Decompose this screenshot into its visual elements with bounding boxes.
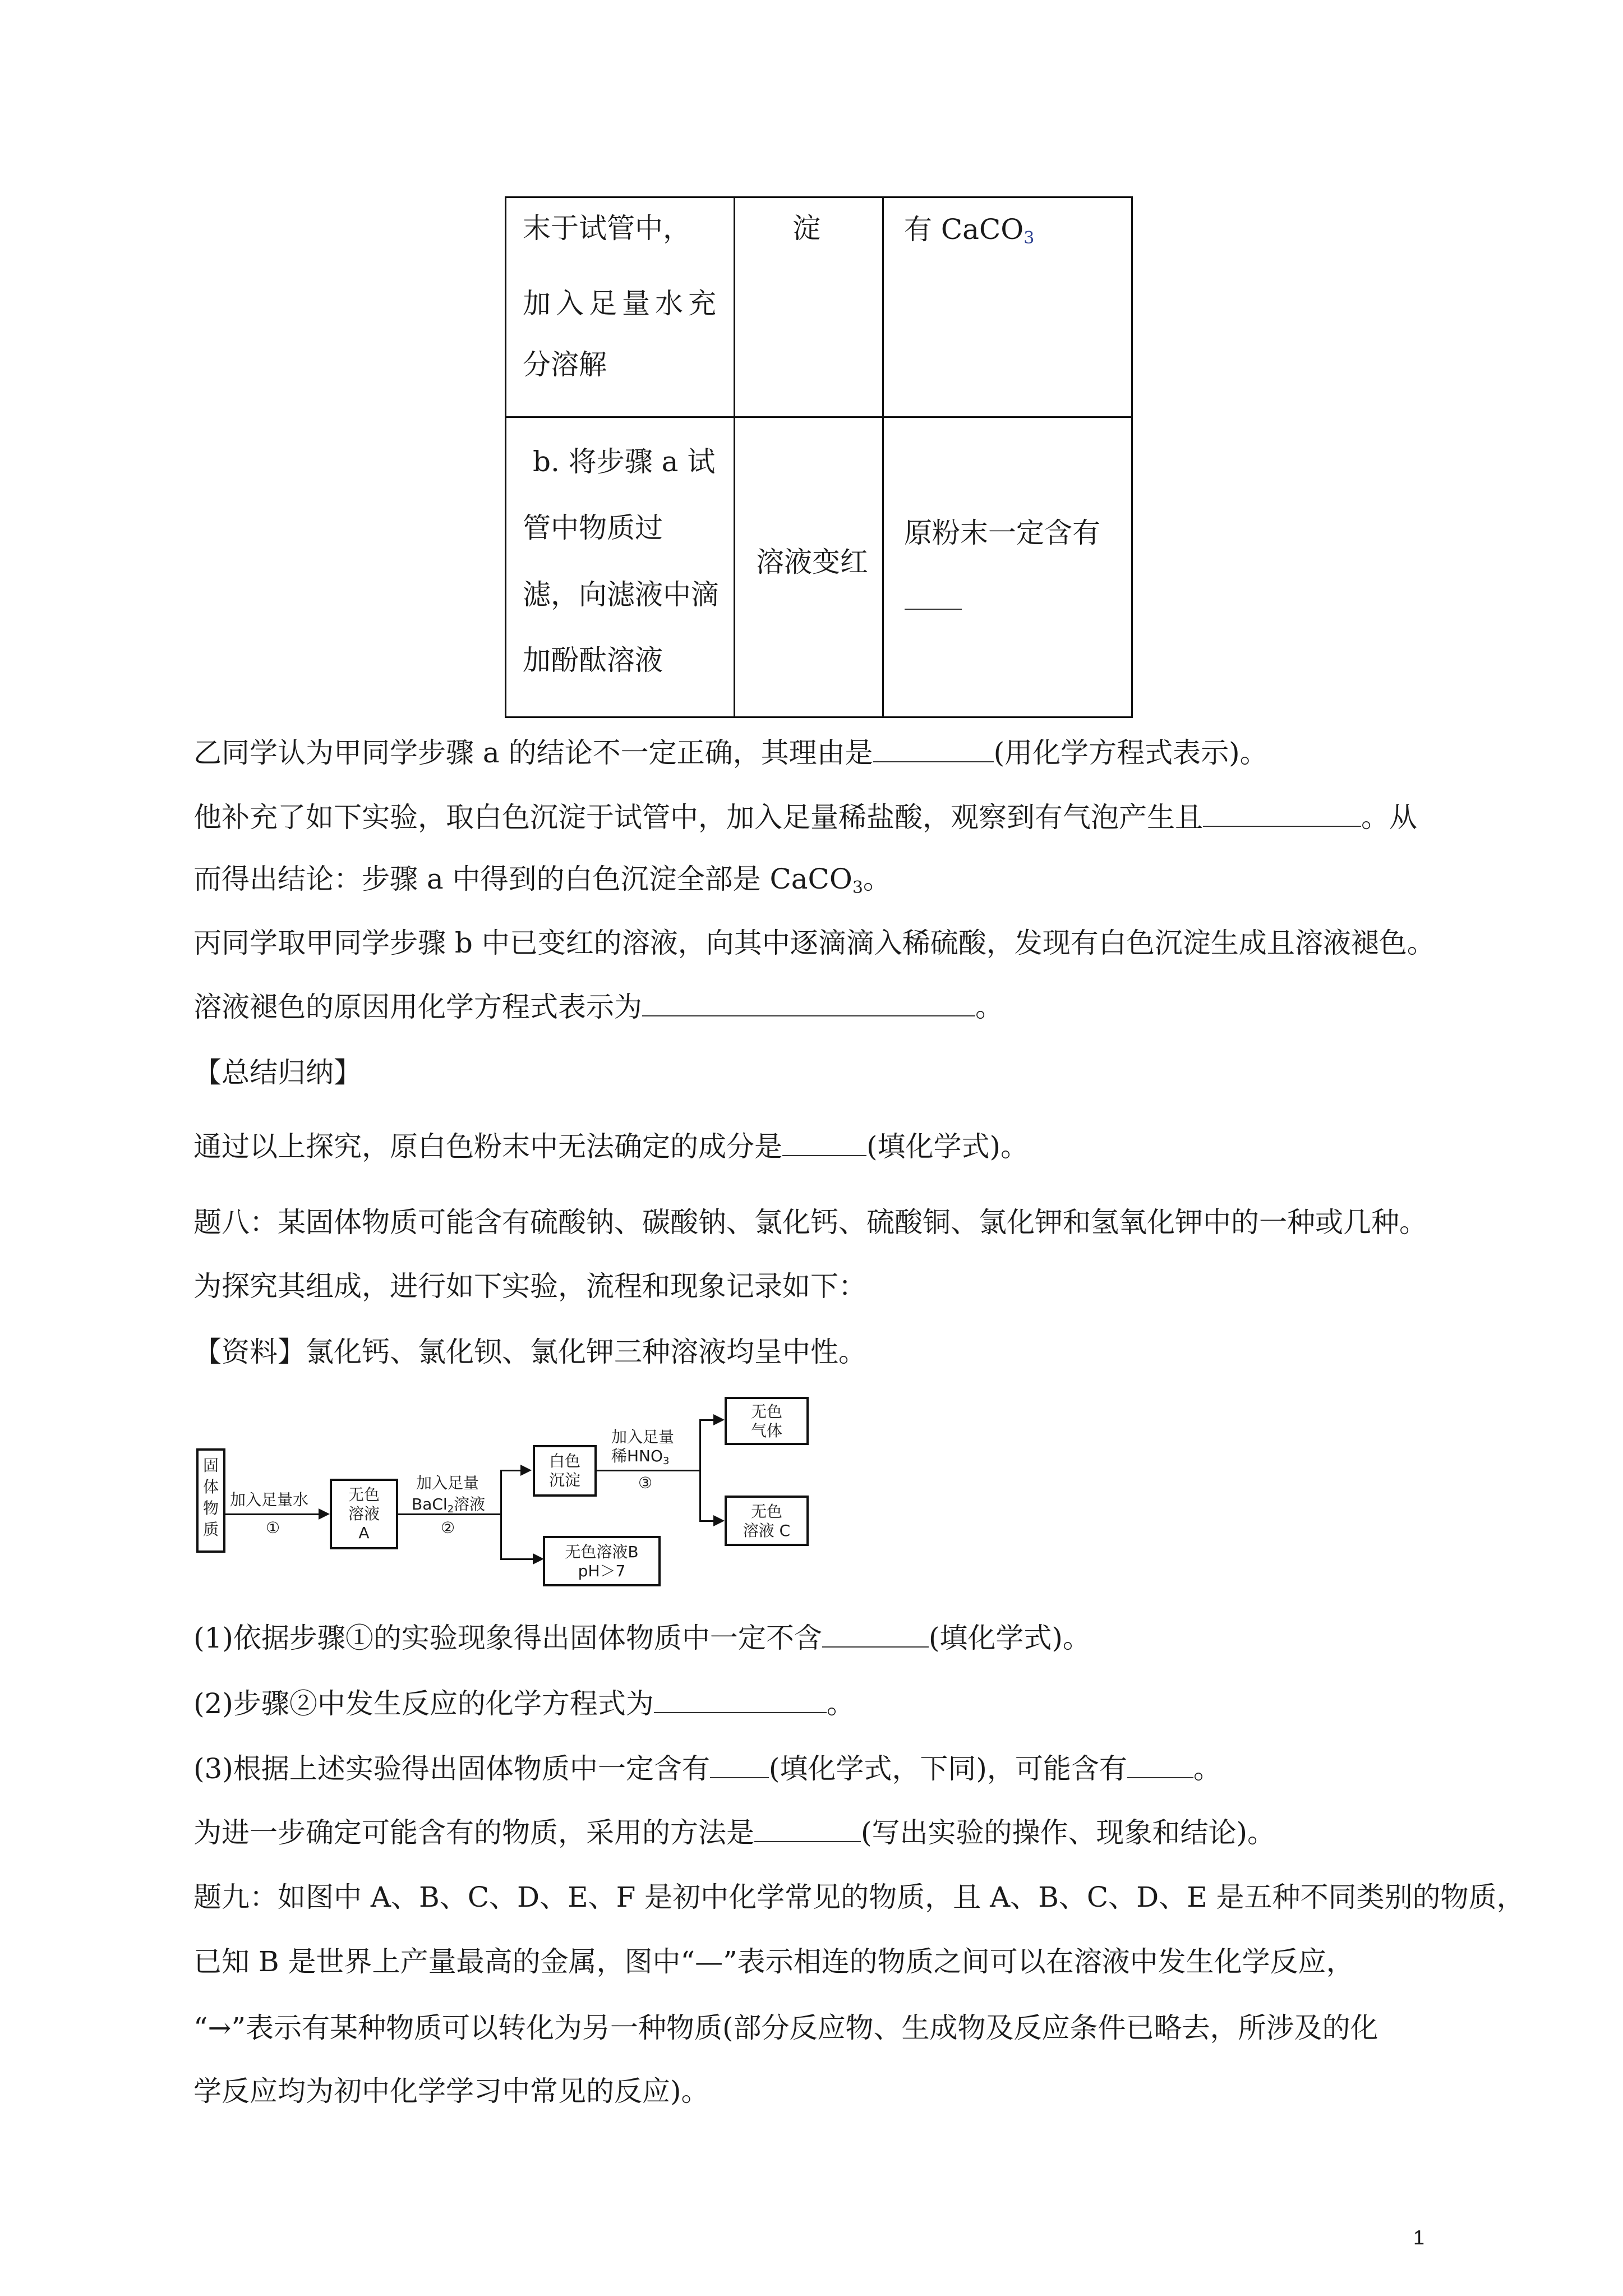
question-9-line-1: 题九：如图中 A、B、C、D、E、F 是初中化学常见的物质，且 A、B、C、D、E 是五种不同类别的物质，: [193, 1881, 1525, 1913]
solution-c-box: 无色 溶液 C: [725, 1496, 809, 1546]
table-cell-r1c1-line3: 分溶解: [523, 348, 607, 381]
question-8-part-2: (2)步骤②中发生反应的化学方程式为 。: [193, 1687, 855, 1720]
paragraph-3: 而得出结论：步骤 a 中得到的白色沉淀全部是 CaCO$_3$。: [193, 863, 891, 898]
table-cell-r2c1-line1: b. 将步骤 a 试: [533, 445, 716, 478]
table-cell-r2c2: 溶液变红: [756, 546, 868, 578]
step-2-label-line-1: 加入足量: [416, 1474, 479, 1492]
paragraph-2: 他补充了如下实验，取白色沉淀于试管中，加入足量稀盐酸，观察到有气泡产生且 。从: [193, 801, 1417, 834]
step-1-label: 加入足量水: [230, 1490, 309, 1509]
results-table: [505, 196, 1133, 718]
answer-blank: [873, 757, 994, 762]
arrow-step-1: [225, 1513, 323, 1515]
page-number: 1: [1413, 2226, 1425, 2249]
table-col-divider-1: [734, 196, 735, 718]
question-8-part-3: (3)根据上述实验得出固体物质中一定含有 (填化学式，下同)，可能含有 。: [193, 1752, 1221, 1785]
table-border-left: [505, 196, 506, 718]
arrowhead-solution-b: [533, 1553, 544, 1565]
paragraph-1: 乙同学认为甲同学步骤 a 的结论不一定正确，其理由是 (用化学方程式表示)。: [193, 737, 1268, 769]
branch-to-solution-b: [500, 1558, 535, 1560]
step-3-number: ③: [638, 1474, 653, 1492]
question-8-line-1: 题八：某固体物质可能含有硫酸钠、碳酸钠、氯化钙、硫酸铜、氯化钾和氢氧化钾中的一种或几种。: [193, 1206, 1427, 1239]
step-1-number: ①: [266, 1519, 280, 1537]
answer-blank: [782, 1151, 866, 1156]
step-3-label-line-1: 加入足量: [611, 1428, 675, 1446]
step-2-label-line-2: BaCl$_2$溶液: [412, 1495, 486, 1515]
answer-blank: [642, 1011, 975, 1016]
step-2-number: ②: [441, 1519, 455, 1537]
answer-blank: [754, 1837, 861, 1842]
arrowhead-step-1: [319, 1508, 330, 1520]
paragraph-4: 丙同学取甲同学步骤 b 中已变红的溶液，向其中逐滴滴入稀硫酸，发现有白色沉淀生成且溶液褪色。: [193, 927, 1435, 959]
branch-connector-2: [699, 1419, 701, 1521]
table-cell-r2c1-line3: 滤，向滤液中滴: [523, 578, 719, 611]
table-cell-r2c1-line4: 加酚酞溶液: [523, 644, 663, 677]
step-3-label-line-2: 稀$HNO_3$: [611, 1447, 670, 1467]
table-cell-r2c3-blank: [905, 609, 962, 610]
answer-blank: [822, 1642, 929, 1648]
branch-to-gas: [699, 1419, 715, 1421]
answer-blank: [1203, 821, 1361, 827]
solution-a-box: 无色 溶液 A: [330, 1479, 398, 1549]
paragraph-5: 溶液褪色的原因用化学方程式表示为 。: [193, 991, 1003, 1023]
question-8-part-4: 为进一步确定可能含有的物质，采用的方法是 (写出实验的操作、现象和结论)。: [193, 1816, 1276, 1849]
table-border-top: [505, 196, 1133, 198]
table-cell-r1c1-line2: 加入足量水充: [523, 287, 721, 320]
table-border-bottom: [505, 716, 1133, 718]
table-col-divider-2: [882, 196, 884, 718]
table-cell-r1c3: 有 CaCO$_3$: [904, 213, 1035, 248]
arrowhead-gas: [713, 1414, 725, 1425]
summary-heading: 【总结归纳】: [193, 1056, 362, 1089]
table-cell-r1c2: 淀: [792, 212, 820, 245]
table-cell-r2c1-line2: 管中物质过: [523, 512, 663, 544]
question-8-info: 【资料】氯化钙、氯化钡、氯化钾三种溶液均呈中性。: [193, 1336, 866, 1368]
arrowhead-solution-c: [713, 1515, 725, 1526]
arrow-step-3: [597, 1470, 699, 1471]
branch-to-precipitate: [500, 1470, 523, 1471]
table-border-right: [1131, 196, 1133, 718]
white-precipitate-box: 白色 沉淀: [533, 1445, 597, 1497]
answer-blank: [1127, 1773, 1193, 1778]
table-row-divider: [505, 416, 1133, 418]
question-9-line-2: 已知 B 是世界上产量最高的金属，图中“—”表示相连的物质之间可以在溶液中发生化学反应，: [193, 1945, 1354, 1978]
table-cell-r2c3: 原粉末一定含有: [904, 517, 1100, 549]
solution-b-box: 无色溶液B pH＞7: [543, 1536, 661, 1586]
branch-connector: [500, 1470, 502, 1559]
branch-to-solution-c: [699, 1520, 715, 1522]
question-8-line-2: 为探究其组成，进行如下实验，流程和现象记录如下：: [193, 1270, 866, 1303]
question-9-line-3: “→”表示有某种物质可以转化为另一种物质(部分反应物、生成物及反应条件已略去，所涉及的化: [193, 2012, 1378, 2044]
solid-substance-box: 固 体 物 质: [196, 1448, 225, 1553]
table-cell-r1c1-line1: 末于试管中，: [523, 212, 691, 245]
question-8-part-1: (1)依据步骤①的实验现象得出固体物质中一定不含 (填化学式)。: [193, 1622, 1091, 1654]
answer-blank: [710, 1773, 769, 1778]
arrowhead-precipitate: [520, 1465, 532, 1476]
paragraph-6: 通过以上探究，原白色粉末中无法确定的成分是 (填化学式)。: [193, 1130, 1029, 1163]
colorless-gas-box: 无色 气体: [725, 1397, 809, 1445]
question-9-line-4: 学反应均为初中化学学习中常见的反应)。: [193, 2075, 709, 2108]
answer-blank: [654, 1708, 827, 1713]
